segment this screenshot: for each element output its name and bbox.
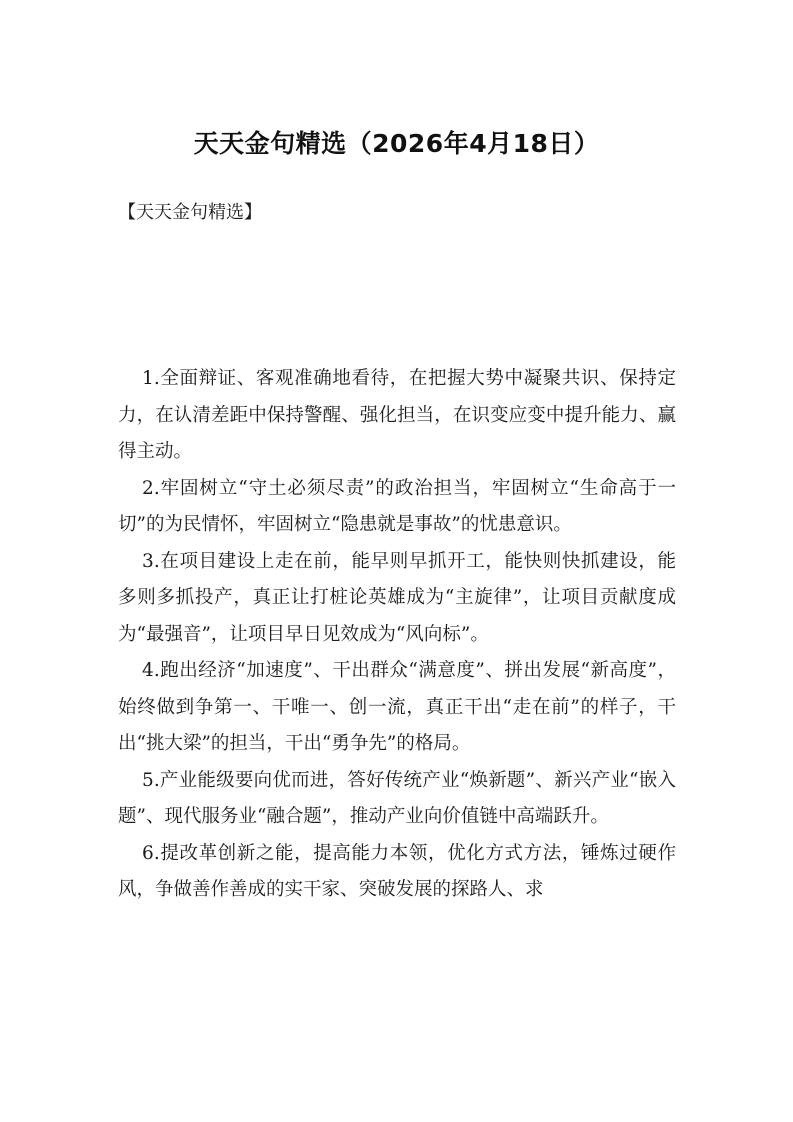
section-label: 【天天金句精选】 bbox=[118, 202, 262, 223]
document-body bbox=[118, 361, 676, 909]
paragraph: 3.在项目建设上走在前，能早则早抓开工，能快则快抓建设，能多则多抓投产，真正让打桩论英雄成为“主旋律”，让项目贡献度成为“最强音”，让项目早日见效成为“风向标”。 bbox=[118, 550, 676, 645]
paragraph: 2.牢固树立“守土必须尽责”的政治担当，牢固树立“生命高于一切”的为民情怀，牢固树立“隐患就是事故”的忧患意识。 bbox=[118, 477, 676, 535]
paragraph: 6.提改革创新之能，提高能力本领，优化方式方法，锤炼过硬作风，争做善作善成的实干家、突破发展的探路人、求 bbox=[118, 842, 676, 900]
paragraph: 5.产业能级要向优而进，答好传统产业“焕新题”、新兴产业“嵌入题”、现代服务业“融合题”，推动产业向价值链中高端跃升。 bbox=[118, 769, 676, 827]
paragraph: 4.跑出经济“加速度”、干出群众“满意度”、拼出发展“新高度”，始终做到争第一、干唯一、创一流，真正干出“走在前”的样子，干出“挑大梁”的担当，干出“勇争先”的格局。 bbox=[118, 660, 676, 754]
paragraph: 1.全面辩证、客观准确地看待，在把握大势中凝聚共识、保持定力，在认清差距中保持警醒、强化担当，在识变应变中提升能力、赢得主动。 bbox=[118, 368, 676, 462]
document-title: 天天金句精选（2026年4月18日） bbox=[193, 129, 600, 158]
